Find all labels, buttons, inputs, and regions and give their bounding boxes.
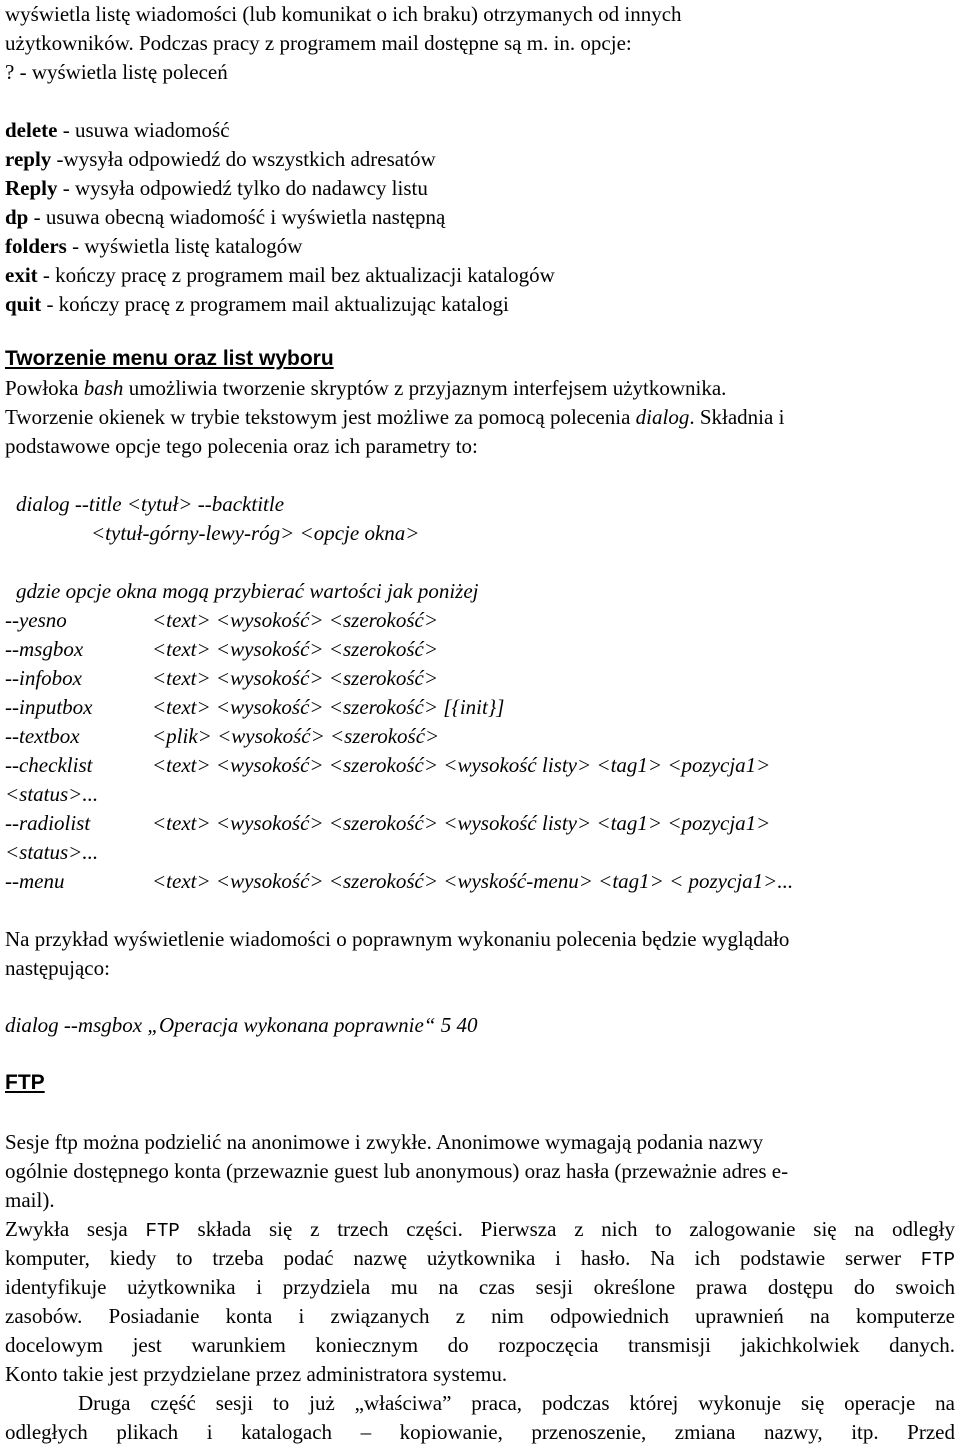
list-item: [5, 290, 509, 319]
list-item: [5, 203, 445, 232]
command-desc: - wyświetla listę katalogów: [66, 234, 303, 258]
text-line: [5, 403, 784, 432]
text-line: ? - wyświetla listę poleceń: [5, 60, 228, 84]
option-args: <text> <wysokość> <szerokość> <wysokość listy> <tag1> <pozycja1>: [152, 811, 771, 835]
command-desc: -wysyła odpowiedź do wszystkich adresatów: [51, 147, 436, 171]
command-desc: - kończy pracę z programem mail bez aktualizacji katalogów: [37, 263, 555, 287]
option-name: --msgbox: [5, 637, 84, 661]
list-item: [5, 232, 302, 261]
text-span: Zwykła sesja: [5, 1217, 146, 1241]
option-args: <text> <wysokość> <szerokość> <wyskość-menu> <tag1> < pozycja1>...: [152, 869, 794, 893]
text-span: składa się z trzech części. Pierwsza z nich to zalogowanie się na odległy: [179, 1217, 955, 1241]
command-desc: - wysyła odpowiedź tylko do nadawcy listu: [57, 176, 428, 200]
command-desc: - usuwa obecną wiadomość i wyświetla następną: [28, 205, 446, 229]
list-item: [5, 174, 428, 203]
text-line: odległych plikach i katalogach – kopiowanie, przenoszenie, zmiana nazwy, itp. Przed: [5, 1420, 955, 1444]
command-name: delete: [5, 118, 58, 142]
option-name: --inputbox: [5, 695, 93, 719]
command-name: dp: [5, 205, 29, 229]
text-line: docelowym jest warunkiem koniecznym do rozpoczęcia transmisji jakichkolwiek danych.: [5, 1333, 955, 1357]
option-name: <status>...: [5, 782, 99, 806]
command-name: Reply: [5, 176, 58, 200]
text-line: Na przykład wyświetlenie wiadomości o poprawnym wykonaniu polecenia będzie wyglądało: [5, 927, 790, 951]
text-span: Powłoka: [5, 376, 84, 400]
text-line: zasobów. Posiadanie konta i związanych z nim odpowiednich uprawnień na komputerze: [5, 1304, 955, 1328]
text-line: Sesje ftp można podzielić na anonimowe i zwykłe. Anonimowe wymagają podania nazwy: [5, 1130, 764, 1154]
option-args: <text> <wysokość> <szerokość> [{init}]: [152, 695, 505, 719]
option-args: <text> <wysokość> <szerokość>: [152, 637, 439, 661]
text-span: . Składnia i: [689, 405, 785, 429]
text-line: identyfikuje użytkownika i przydziela mu na czas sesji określone prawa dostępu do swoich: [5, 1275, 955, 1299]
text-span: Tworzenie okienek w trybie tekstowym jest możliwe za pomocą polecenia: [5, 405, 636, 429]
syntax-line: dialog --title <tytuł> --backtitle: [16, 492, 285, 516]
command-name: folders: [5, 234, 67, 258]
text-line: [5, 374, 726, 403]
text-line: Druga część sesji to już „właściwa” praca, podczas której wykonuje się operacje na: [78, 1391, 955, 1415]
text-line: podstawowe opcje tego polecenia oraz ich parametry to:: [5, 434, 478, 458]
text-line: mail).: [5, 1188, 55, 1212]
option-name: --checklist: [5, 753, 93, 777]
text-line: [5, 1244, 955, 1275]
option-name: --infobox: [5, 666, 82, 690]
text-line: następująco:: [5, 956, 110, 980]
list-item: [5, 261, 555, 290]
option-name: --yesno: [5, 608, 67, 632]
text-line: użytkowników. Podczas pracy z programem mail dostępne są m. in. opcje:: [5, 31, 632, 55]
text-line: wyświetla listę wiadomości (lub komunikat o ich braku) otrzymanych od innych: [5, 2, 682, 26]
option-args: <text> <wysokość> <szerokość> <wysokość listy> <tag1> <pozycja1>: [152, 753, 771, 777]
text-span: FTP: [145, 1220, 180, 1242]
command-name: reply: [5, 147, 52, 171]
text-line: ogólnie dostępnego konta (przewaznie guest lub anonymous) oraz hasła (przeważnie adres e-: [5, 1159, 789, 1183]
text-span: dialog: [635, 405, 690, 429]
option-name: --menu: [5, 869, 65, 893]
option-name: --textbox: [5, 724, 80, 748]
option-args: <text> <wysokość> <szerokość>: [152, 666, 439, 690]
option-name: --radiolist: [5, 811, 91, 835]
text-line: gdzie opcje okna mogą przybierać wartości jak poniżej: [16, 579, 479, 603]
section-heading: Tworzenie menu oraz list wyboru: [5, 347, 334, 370]
text-span: bash: [83, 376, 124, 400]
list-item: [5, 145, 436, 174]
command-name: quit: [5, 292, 42, 316]
text-span: FTP: [920, 1249, 955, 1271]
command-desc: - usuwa wiadomość: [57, 118, 230, 142]
text-span: umożliwia tworzenie skryptów z przyjaznym interfejsem użytkownika.: [123, 376, 727, 400]
text-span: komputer, kiedy to trzeba podać nazwę użytkownika i hasło. Na ich podstawie serwer: [5, 1246, 921, 1270]
text-line: [5, 1215, 955, 1246]
example-command: dialog --msgbox „Operacja wykonana poprawnie“ 5 40: [5, 1013, 478, 1037]
option-name: <status>...: [5, 840, 99, 864]
option-args: <plik> <wysokość> <szerokość>: [152, 724, 440, 748]
section-heading: FTP: [5, 1071, 45, 1094]
text-line: Konto takie jest przydzielane przez administratora systemu.: [5, 1362, 508, 1386]
list-item: [5, 116, 230, 145]
command-desc: - kończy pracę z programem mail aktualizując katalogi: [41, 292, 509, 316]
syntax-line: <tytuł-górny-lewy-róg> <opcje okna>: [91, 521, 420, 545]
command-name: exit: [5, 263, 38, 287]
option-args: <text> <wysokość> <szerokość>: [152, 608, 439, 632]
